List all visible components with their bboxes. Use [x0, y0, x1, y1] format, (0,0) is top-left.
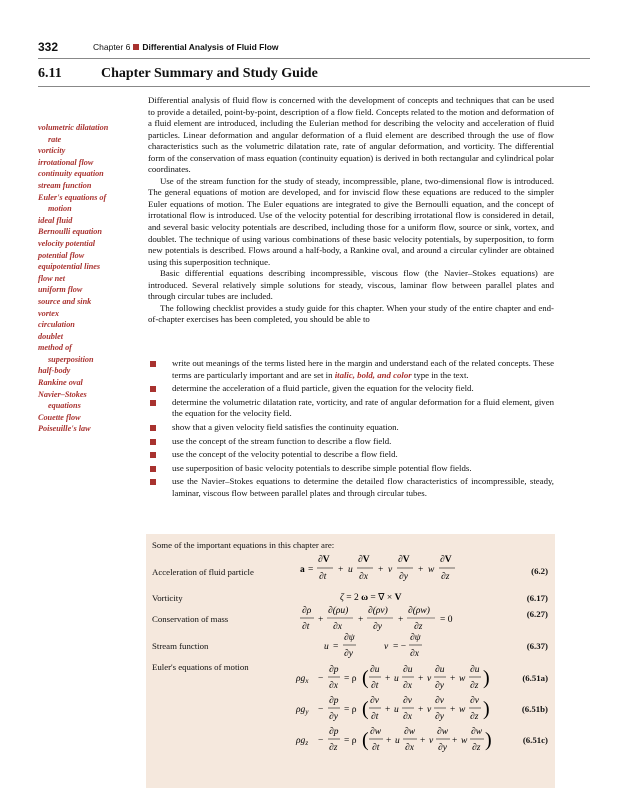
- equation-number: (6.2): [531, 566, 548, 576]
- margin-term: irrotational flow: [38, 157, 94, 167]
- section-title: Chapter Summary and Study Guide: [101, 66, 318, 81]
- section-number: 6.11: [38, 66, 62, 81]
- margin-term: method of: [38, 343, 72, 353]
- svg-text:= 0: = 0: [440, 615, 453, 625]
- margin-term: Couette flow: [38, 412, 81, 422]
- svg-text:∂y: ∂y: [399, 572, 408, 582]
- svg-text:∂V: ∂V: [318, 555, 330, 565]
- page-number: 332: [38, 40, 59, 54]
- svg-text:=: =: [333, 642, 339, 652]
- svg-text:v: v: [388, 565, 393, 575]
- bullet-square-icon: [150, 361, 156, 367]
- checklist-text: write out meanings of the terms listed here in the margin and understand each of the related concepts. These terms are particularly important and are set in: [172, 358, 554, 380]
- svg-text:∂z: ∂z: [329, 743, 338, 753]
- svg-text:v: v: [429, 736, 434, 746]
- svg-text:∂w: ∂w: [471, 727, 483, 737]
- svg-text:+: +: [452, 736, 458, 746]
- bullet-square-icon: [150, 466, 156, 472]
- equation-number: (6.51a): [522, 673, 548, 683]
- bullet-square-icon: [150, 400, 156, 406]
- svg-text:∂y: ∂y: [435, 681, 444, 691]
- margin-term: equations: [48, 401, 81, 411]
- margin-term: equipotential lines: [38, 262, 101, 272]
- margin-term: velocity potential: [38, 238, 96, 248]
- svg-text:∂(ρu): ∂(ρu): [328, 606, 349, 616]
- svg-text:∂v: ∂v: [403, 696, 412, 706]
- paragraph: Basic differential equations describing incompressible, viscous flow (the Navier–Stokes equations) are introduced. Several relatively simple solutions for steady, viscous, laminar flow between parallel plates and through circular tubes are included.: [148, 268, 554, 302]
- bullet-square-icon: [150, 386, 156, 392]
- chapter-title: Differential Analysis of Fluid Flow: [142, 42, 279, 52]
- chapter-label: Chapter 6: [93, 42, 131, 52]
- svg-text:∂z: ∂z: [472, 743, 481, 753]
- continuity-equation: [300, 605, 453, 632]
- svg-text:+: +: [418, 565, 424, 575]
- svg-text:u: u: [394, 674, 399, 684]
- margin-term: stream function: [38, 180, 92, 190]
- checklist-item: [148, 476, 554, 499]
- svg-text:∂y: ∂y: [435, 712, 444, 722]
- svg-text:+: +: [450, 705, 456, 715]
- svg-text:(: (: [362, 667, 369, 689]
- svg-text:∂u: ∂u: [435, 665, 445, 675]
- svg-text:u: u: [394, 705, 399, 715]
- equation-number: (6.37): [526, 641, 548, 651]
- acceleration-equation: [300, 555, 455, 582]
- svg-text:(: (: [362, 698, 369, 720]
- checklist-text: type in the text.: [413, 369, 469, 380]
- paragraph: Use of the stream function for the study of steady, incompressible, plane, two-dimensional flow is introduced. The general equations of motion are developed, and for inviscid flow these equations are reduced to the simpler Euler equations of motion. The Euler equations are integrated to give the Bernoulli equation, and the concept of irrotational flow is introduced. Use of the velocity potential for describing irrotational flow is considered in detail, and several basic velocity potentials are described, including those for a uniform flow, source or sink, vortex, and doublet. The technique of using various combinations of these basic velocity potentials, by superposition, to form new potentials is described. Flows around a half-body, a Rankine oval, and around a circular cylinder are obtained using this superposition technique.: [148, 175, 554, 267]
- svg-text:= −: = −: [393, 642, 407, 652]
- margin-term: uniform flow: [38, 285, 83, 295]
- svg-text:w: w: [459, 674, 466, 684]
- margin-term: motion: [48, 204, 72, 214]
- svg-text:(: (: [362, 729, 369, 751]
- svg-text:∂x: ∂x: [405, 743, 414, 753]
- svg-text:∂v: ∂v: [435, 696, 444, 706]
- svg-text:∂(ρv): ∂(ρv): [368, 606, 388, 616]
- bullet-square-icon: [150, 425, 156, 431]
- study-checklist: [148, 358, 554, 502]
- svg-text:v: v: [427, 674, 432, 684]
- checklist-item: [148, 449, 554, 461]
- margin-term: ideal fluid: [38, 215, 73, 225]
- svg-text:∂v: ∂v: [470, 696, 479, 706]
- svg-text:∂x: ∂x: [403, 712, 412, 722]
- checklist-text: use the concept of the stream function to describe a flow field.: [172, 435, 392, 446]
- svg-text:∂x: ∂x: [410, 649, 419, 659]
- equation-label: Conservation of mass: [152, 614, 229, 624]
- svg-text:w: w: [459, 705, 466, 715]
- margin-term: potential flow: [38, 250, 85, 260]
- section-heading: [38, 66, 318, 82]
- svg-text:+: +: [338, 565, 344, 575]
- margin-term: flow net: [38, 273, 66, 283]
- svg-text:=: =: [308, 565, 314, 575]
- bullet-square-icon: [150, 452, 156, 458]
- svg-text:u: u: [395, 736, 400, 746]
- margin-term: circulation: [38, 320, 75, 330]
- vorticity-equation: [340, 592, 402, 603]
- checklist-text: show that a given velocity field satisfies the continuity equation.: [172, 421, 399, 432]
- svg-text:∂p: ∂p: [329, 696, 339, 706]
- svg-text:∂t: ∂t: [372, 743, 380, 753]
- svg-text:∂w: ∂w: [404, 727, 416, 737]
- svg-text:): ): [483, 698, 490, 720]
- svg-text:+: +: [378, 565, 384, 575]
- svg-text:−: −: [318, 705, 324, 715]
- svg-text:∂t: ∂t: [371, 712, 379, 722]
- margin-term: superposition: [48, 354, 94, 364]
- equations-intro: Some of the important equations in this chapter are:: [152, 540, 335, 550]
- checklist-item: [148, 383, 554, 395]
- euler-equation-z: [295, 727, 492, 753]
- svg-text:∂y: ∂y: [373, 622, 382, 632]
- checklist-item: [148, 463, 554, 475]
- svg-text:∂y: ∂y: [438, 743, 447, 753]
- checklist-item: [148, 358, 554, 381]
- svg-text:∂x: ∂x: [333, 622, 342, 632]
- svg-text:v: v: [427, 705, 432, 715]
- svg-text:+: +: [385, 705, 391, 715]
- checklist-text: determine the acceleration of a fluid particle, given the equation for the velocity field.: [172, 383, 474, 394]
- svg-text:ρgx: $\rho g_x$: [296, 674, 309, 685]
- svg-text:): ): [483, 667, 490, 689]
- svg-text:u: u: [348, 565, 353, 575]
- svg-text:∂p: ∂p: [329, 727, 339, 737]
- svg-text:∂ρ: ∂ρ: [302, 606, 312, 616]
- svg-text:−: −: [318, 674, 324, 684]
- running-header: [93, 42, 279, 52]
- equation-figures: [296, 553, 500, 788]
- svg-text:ζ = 2 ω = ∇ × V: ζ = 2 ω = ∇ × V: [340, 593, 402, 603]
- svg-text:∂u: ∂u: [403, 665, 413, 675]
- svg-text:∂x: ∂x: [329, 681, 338, 691]
- paragraph: The following checklist provides a study guide for this chapter. When your study of the entire chapter and end-of-chapter exercises has been completed, you should be able to: [148, 302, 554, 325]
- checklist-item: [148, 436, 554, 448]
- checklist-text: use superposition of basic velocity potentials to describe simple potential flow fields.: [172, 462, 472, 473]
- checklist-item: [148, 422, 554, 434]
- equation-label: Vorticity: [152, 593, 183, 603]
- euler-equation-x: [295, 665, 490, 691]
- equation-label: Stream function: [152, 641, 209, 651]
- svg-text:+: +: [386, 736, 392, 746]
- svg-text:+: +: [385, 674, 391, 684]
- svg-text:+: +: [450, 674, 456, 684]
- header-rule: [38, 58, 590, 59]
- bullet-square-icon: [150, 479, 156, 485]
- margin-term: source and sink: [38, 296, 92, 306]
- summary-text: [148, 95, 554, 326]
- checklist-text: determine the volumetric dilatation rate, vorticity, and rate of angular deformation for a fluid element, given the equation for the velocity field.: [172, 396, 554, 419]
- margin-term: volumetric dilatation: [38, 123, 109, 132]
- checklist-text: use the Navier–Stokes equations to determine the detailed flow characteristics of incompressible, steady, laminar, viscous flow between parallel plates and through circular tubes.: [172, 476, 554, 498]
- svg-text:+: +: [418, 674, 424, 684]
- equation-label: Acceleration of fluid particle: [152, 567, 254, 577]
- euler-equation-y: [295, 696, 490, 722]
- equation-number: (6.51b): [521, 704, 548, 714]
- margin-term: Bernoulli equation: [38, 227, 102, 237]
- margin-term: Euler's equations of: [38, 192, 107, 202]
- svg-text:w: w: [428, 565, 435, 575]
- svg-text:∂z: ∂z: [441, 572, 450, 582]
- margin-term: vorticity: [38, 146, 66, 156]
- svg-text:): ): [485, 729, 492, 751]
- svg-text:∂ψ: ∂ψ: [344, 633, 355, 643]
- margin-term: rate: [48, 134, 62, 144]
- svg-text:∂u: ∂u: [470, 665, 480, 675]
- margin-term: continuity equation: [38, 169, 104, 179]
- svg-text:∂z: ∂z: [414, 622, 423, 632]
- svg-text:∂p: ∂p: [329, 665, 339, 675]
- equation-number: (6.51c): [522, 735, 548, 745]
- svg-text:∂t: ∂t: [319, 572, 327, 582]
- svg-text:∂t: ∂t: [371, 681, 379, 691]
- margin-term: half-body: [38, 366, 71, 376]
- svg-text:−: −: [318, 736, 324, 746]
- svg-text:+: +: [418, 705, 424, 715]
- margin-term: Poiseuille's law: [38, 424, 91, 434]
- svg-text:u: u: [324, 642, 329, 652]
- svg-text:ρgy: $\rho g_y$: [296, 705, 309, 716]
- svg-text:∂x: ∂x: [403, 681, 412, 691]
- svg-text:ρgz: $\rho g_z$: [296, 736, 309, 747]
- equation-label: Euler's equations of motion: [152, 662, 249, 672]
- svg-text:∂z: ∂z: [470, 681, 479, 691]
- svg-text:∂x: ∂x: [359, 572, 368, 582]
- svg-text:= ρ: = ρ: [344, 736, 357, 746]
- svg-text:+: +: [358, 615, 364, 625]
- svg-text:∂u: ∂u: [370, 665, 380, 675]
- svg-text:∂V: ∂V: [398, 555, 410, 565]
- checklist-item: [148, 397, 554, 420]
- svg-text:∂ψ: ∂ψ: [410, 633, 421, 643]
- svg-text:w: w: [461, 736, 468, 746]
- margin-term: vortex: [38, 308, 59, 318]
- svg-text:a: a: [300, 565, 305, 575]
- equation-number: (6.27): [526, 609, 548, 619]
- svg-text:∂V: ∂V: [440, 555, 452, 565]
- margin-term-list: [38, 122, 138, 435]
- bullet-square-icon: [150, 439, 156, 445]
- checklist-text: use the concept of the velocity potential to describe a flow field.: [172, 449, 398, 460]
- svg-text:∂w: ∂w: [370, 727, 382, 737]
- svg-text:+: +: [420, 736, 426, 746]
- section-rule: [38, 86, 590, 87]
- svg-text:∂t: ∂t: [302, 622, 310, 632]
- svg-text:= ρ: = ρ: [344, 674, 357, 684]
- svg-text:∂(ρw): ∂(ρw): [408, 606, 430, 616]
- svg-text:+: +: [398, 615, 404, 625]
- equation-number: (6.17): [526, 593, 548, 603]
- header-square-icon: [133, 44, 139, 50]
- svg-text:v: v: [384, 642, 389, 652]
- svg-text:∂v: ∂v: [370, 696, 379, 706]
- margin-term: Rankine oval: [38, 378, 83, 388]
- paragraph: Differential analysis of fluid flow is concerned with the development of concepts and techniques that can be used to provide a detailed, point-by-point, description of a flow field. Concepts related to the motion and deformation of a fluid element are introduced, including the Eulerian method for describing the velocity and acceleration of fluid particles. Linear deformation and angular deformation of a fluid element are described through the use of flow characteristics such as the volumetric dilatation rate, rate of angular deformation, and vorticity. The differential form of the conservation of mass equation (continuity equation) is derived in both rectangular and cylindrical polar coordinates.: [148, 95, 554, 175]
- margin-term: doublet: [38, 331, 64, 341]
- svg-text:= ρ: = ρ: [344, 705, 357, 715]
- highlight-text: italic, bold, and color: [334, 369, 412, 380]
- stream-function-equation: [324, 633, 422, 659]
- svg-text:∂y: ∂y: [329, 712, 338, 722]
- svg-text:∂V: ∂V: [358, 555, 370, 565]
- svg-text:∂w: ∂w: [437, 727, 449, 737]
- svg-text:∂y: ∂y: [344, 649, 353, 659]
- svg-text:+: +: [318, 615, 324, 625]
- margin-term: Navier–Stokes: [38, 389, 87, 399]
- svg-text:∂z: ∂z: [470, 712, 479, 722]
